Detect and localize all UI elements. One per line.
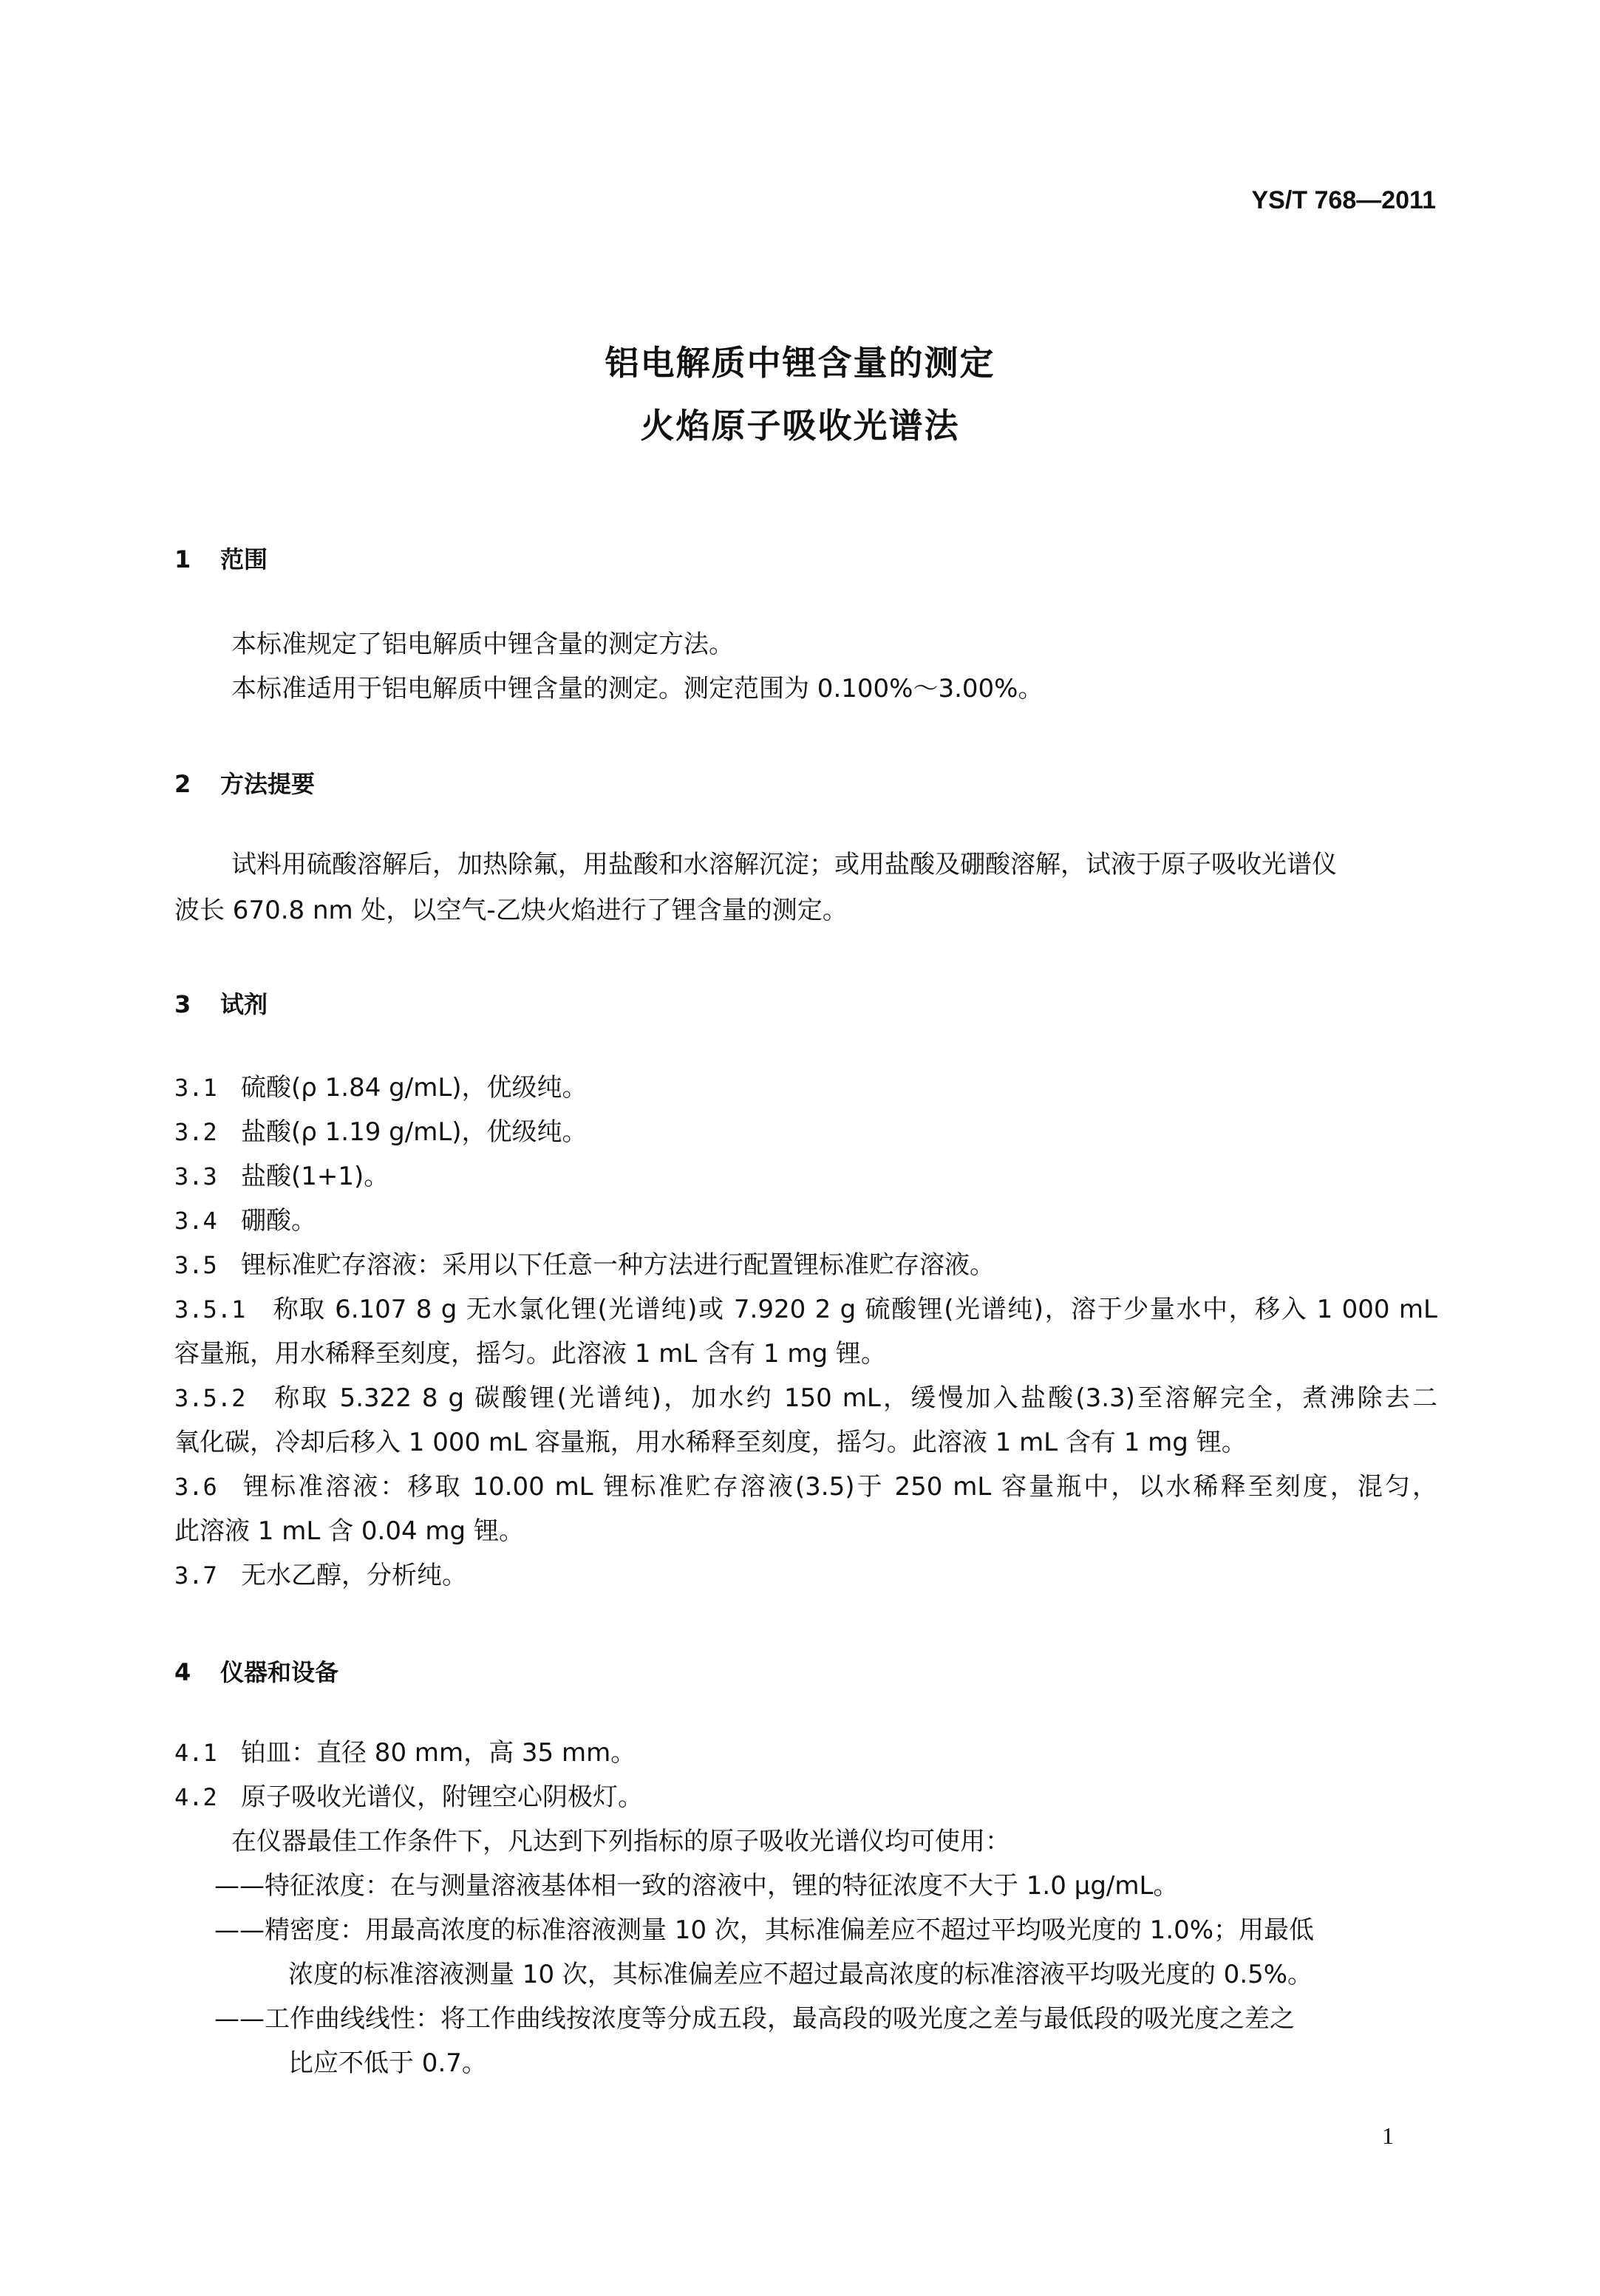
section-title: 试剂 (220, 990, 268, 1018)
clause-text: 盐酸(ρ 1.19 g/mL)，优级纯。 (241, 1117, 588, 1147)
section-title: 仪器和设备 (220, 1658, 339, 1686)
page-number: 1 (1382, 2122, 1394, 2149)
clause-number: 3.2 (174, 1118, 217, 1146)
paragraph: 在仪器最佳工作条件下，凡达到下列指标的原子吸收光谱仪均可使用： (231, 1827, 1010, 1856)
clause-3-5 (174, 1250, 995, 1281)
paragraph: 本标准规定了铝电解质中锂含量的测定方法。 (231, 630, 734, 659)
paragraph: 本标准适用于铝电解质中锂含量的测定。测定范围为 0.100%～3.00%。 (231, 674, 1044, 704)
document-title-line1: 铝电解质中锂含量的测定 (605, 343, 995, 383)
section-title: 方法提要 (220, 770, 316, 798)
dash-list-item: ——工作曲线线性：将工作曲线按浓度等分成五段，最高段的吸光度之差与最低段的吸光度之差之 (214, 2004, 1295, 2034)
clause-number: 3.5.1 (174, 1295, 246, 1324)
clause-3-2 (174, 1117, 588, 1148)
clause-3-5-2 (174, 1383, 1437, 1414)
clause-3-3 (174, 1162, 389, 1192)
clause-number: 3.4 (174, 1207, 217, 1235)
dash-list-item: ——特征浓度：在与测量溶液基体相一致的溶液中，锂的特征浓度不大于 1.0 μg/mL。 (214, 1871, 1179, 1901)
dash-list-continuation: 浓度的标准溶液测量 10 次，其标准偏差应不超过最高浓度的标准溶液平均吸光度的 0.5%。 (288, 1960, 1313, 1989)
clause-number: 3.6 (174, 1473, 217, 1501)
clause-continuation: 此溶液 1 mL 含 0.04 mg 锂。 (174, 1516, 524, 1546)
section-heading-reagents (174, 986, 268, 1020)
section-heading-scope (174, 541, 268, 575)
clause-number: 3.7 (174, 1561, 217, 1590)
clause-text: 铂皿：直径 80 mm，高 35 mm。 (241, 1738, 636, 1768)
paragraph: 试料用硫酸溶解后，加热除氟，用盐酸和水溶解沉淀；或用盐酸及硼酸溶解，试液于原子吸收光谱仪 (231, 850, 1337, 879)
clause-number: 3.5.2 (174, 1384, 246, 1412)
dash-list-item: ——精密度：用最高浓度的标准溶液测量 10 次，其标准偏差应不超过平均吸光度的 1.0%；用最低 (214, 1915, 1315, 1945)
clause-continuation: 容量瓶，用水稀释至刻度，摇匀。此溶液 1 mL 含有 1 mg 锂。 (174, 1339, 886, 1369)
clause-4-2 (174, 1782, 643, 1813)
dash-list-continuation: 比应不低于 0.7。 (288, 2048, 487, 2078)
clause-text: 锂标准溶液：移取 10.00 mL 锂标准贮存溶液(3.5)于 250 mL 容量瓶中，以水稀释至刻度，混匀， (241, 1472, 1437, 1502)
clause-number: 3.5 (174, 1251, 217, 1279)
section-heading-method (174, 766, 315, 800)
clause-3-6 (174, 1472, 1437, 1502)
standard-code: YS/T 768—2011 (1251, 186, 1436, 214)
clause-text: 称取 6.107 8 g 无水氯化锂(光谱纯)或 7.920 2 g 硫酸锂(光谱纯)，溶于少量水中，移入 1 000 mL (272, 1295, 1437, 1324)
clause-4-1 (174, 1738, 636, 1768)
clause-text: 无水乙醇，分析纯。 (241, 1561, 467, 1590)
clause-3-7 (174, 1561, 467, 1591)
section-number: 4 (174, 1658, 191, 1686)
clause-3-1 (174, 1073, 588, 1103)
clause-number: 4.2 (174, 1783, 217, 1811)
section-number: 3 (174, 990, 191, 1018)
clause-text: 原子吸收光谱仪，附锂空心阴极灯。 (241, 1782, 643, 1812)
section-title: 范围 (220, 545, 268, 573)
clause-text: 盐酸(1+1)。 (241, 1162, 389, 1191)
clause-text: 硼酸。 (241, 1206, 316, 1236)
paragraph-continuation: 波长 670.8 nm 处，以空气-乙炔火焰进行了锂含量的测定。 (174, 896, 848, 925)
clause-text: 锂标准贮存溶液：采用以下任意一种方法进行配置锂标准贮存溶液。 (241, 1250, 995, 1280)
clause-continuation: 氧化碳，冷却后移入 1 000 mL 容量瓶，用水稀释至刻度，摇匀。此溶液 1 mL 含有 1 mg 锂。 (174, 1428, 1247, 1457)
clause-number: 3.3 (174, 1162, 217, 1190)
document-title-line2: 火焰原子吸收光谱法 (640, 406, 960, 446)
clause-number: 3.1 (174, 1074, 217, 1102)
clause-3-4 (174, 1206, 316, 1236)
clause-text: 称取 5.322 8 g 碳酸锂(光谱纯)，加水约 150 mL，缓慢加入盐酸(3.3)至溶解完全，煮沸除去二 (272, 1383, 1437, 1413)
clause-3-5-1 (174, 1295, 1437, 1325)
section-number: 1 (174, 545, 191, 573)
clause-number: 4.1 (174, 1739, 217, 1767)
section-heading-apparatus (174, 1654, 338, 1688)
section-number: 2 (174, 770, 191, 798)
clause-text: 硫酸(ρ 1.84 g/mL)，优级纯。 (241, 1073, 588, 1103)
